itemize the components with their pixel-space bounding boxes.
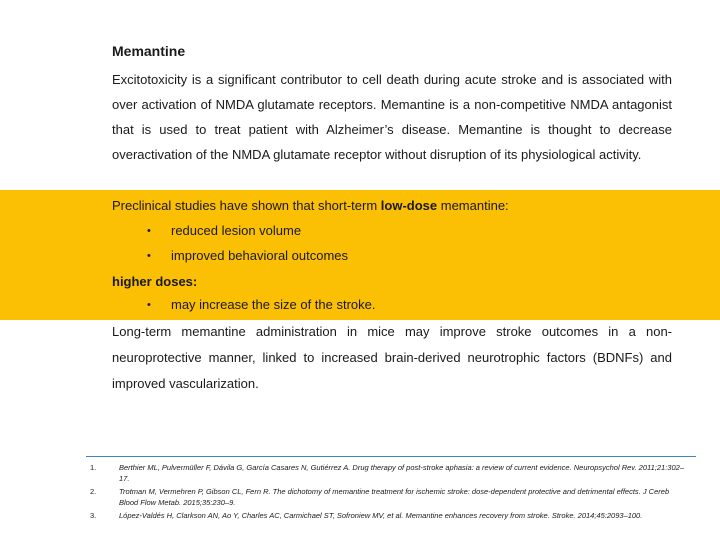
bullet-dot: • — [147, 250, 151, 262]
reference-text: López-Valdés H, Clarkson AN, Ao Y, Charles AC, Carmichael ST, Sofroniew MV, et al. Memantine enhances recovery from stroke. Stroke. 2014;45:2093–100. — [119, 511, 643, 520]
reference-number: 2. — [90, 487, 97, 496]
bullet-dot: • — [147, 225, 151, 237]
reference-number: 3. — [90, 511, 97, 520]
highlight-box — [0, 190, 720, 320]
reference-item — [88, 486, 688, 508]
low-dose-emphasis: low-dose — [380, 198, 438, 213]
bullet-improved-behavioral-outcomes: improved behavioral outcomes — [171, 248, 349, 263]
preclinical-suffix: memantine: — [437, 198, 509, 213]
outro-paragraph: Long-term memantine administration in mice may improve stroke outcomes in a non-neuroprotective manner, linked to increased brain-derived neurotrophic factors (BDNFs) and improved vascularization. — [112, 324, 672, 391]
reference-text: Trotman M, Vermehren P, Gibson CL, Fern R. The dichotomy of memantine treatment for ischemic stroke: dose-dependent protective and detrimental effects. J Cereb Blood Flow Metab. 2015;35:230–9. — [119, 487, 670, 507]
reference-item — [88, 510, 688, 521]
reference-list — [88, 462, 688, 523]
bullet-reduced-lesion-volume: reduced lesion volume — [171, 223, 302, 238]
footnote-divider — [86, 456, 696, 457]
bullet-increase-stroke-size: may increase the size of the stroke. — [171, 297, 376, 312]
reference-item — [88, 462, 688, 484]
intro-paragraph: Excitotoxicity is a significant contributor to cell death during acute stroke and is associated with over activation of NMDA glutamate receptors. Memantine is a non-competitive NMDA antagonist that is used to treat patient with Alzheimer’s disease. Memantine is thought to decrease overactivation of the NMDA glutamate receptor without disruption of its physiological activity. — [112, 72, 672, 162]
reference-number: 1. — [90, 463, 97, 472]
slide-title: Memantine — [112, 43, 186, 59]
higher-doses-heading: higher doses: — [112, 274, 198, 289]
preclinical-sentence — [112, 198, 509, 213]
preclinical-prefix: Preclinical studies have shown that short-term — [112, 198, 381, 213]
bullet-dot: • — [147, 299, 151, 311]
reference-text: Berthier ML, Pulvermüller F, Dávila G, García Casares N, Gutiérrez A. Drug therapy of post-stroke aphasia: a review of current evidence. Neuropsychol Rev. 2011;21:302–17. — [119, 463, 684, 483]
